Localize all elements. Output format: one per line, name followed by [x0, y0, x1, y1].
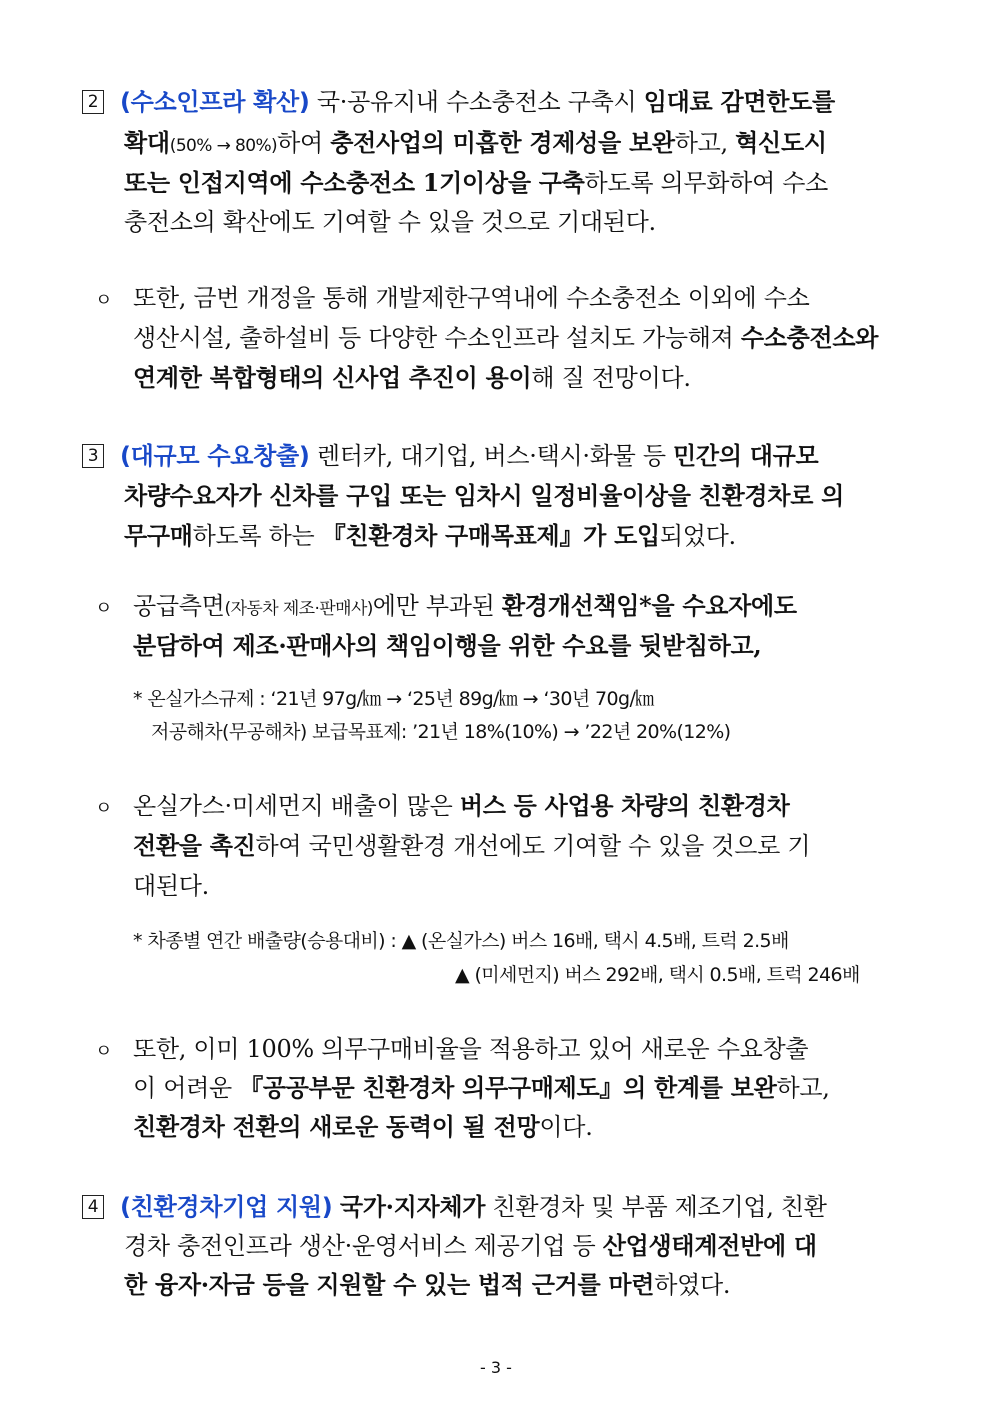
- text-run: 렌터카, 대기업, 버스·택시·화물 등: [309, 442, 674, 470]
- text-run: * 온실가스규제 : ‘21년 97g/㎞ → ‘25년 89g/㎞ → ‘30년 70g/㎞: [133, 688, 654, 710]
- text-run: 하고,: [776, 1074, 830, 1102]
- text-run: 저공해차(무공해차) 보급목표제: ’21년 18%(10%) → ’22년 20%(12%): [151, 721, 731, 743]
- section-number-box: 3: [82, 444, 104, 468]
- bullet-marker: ㅇ: [95, 290, 113, 311]
- text-run: 또한, 금번 개정을 통해 개발제한구역내에 수소충전소 이외에 수소: [133, 284, 810, 312]
- text-run-bold: 분담하여 제조·판매사의 책임이행을 위한 수요를 뒷받침하고,: [133, 631, 762, 660]
- text-run: 공급측면: [133, 592, 225, 620]
- text-run: 온실가스·미세먼지 배출이 많은: [133, 792, 460, 820]
- text-run-bold: 버스 등 사업용 차량의 친환경차: [459, 791, 790, 820]
- text-run-bold: 연계한 복합형태의 신사업 추진이 용이: [133, 363, 532, 392]
- text-run-bold: 『공공부문 친환경차 의무구매제도』의 한계를 보완: [239, 1073, 777, 1102]
- text-run: 이 어려운: [133, 1074, 240, 1102]
- section-2-bullet-1-line-3: [133, 363, 691, 393]
- text-run: 되었다.: [659, 522, 736, 550]
- section-4-line-1: [82, 1192, 827, 1222]
- text-run-bold: 충전사업의 미흡한 경제성을 보완: [330, 128, 675, 157]
- text-run-bold: 무구매: [124, 521, 193, 550]
- text-run: 하였다.: [654, 1271, 731, 1299]
- footnote-low-emission-target: [151, 717, 731, 747]
- text-run-bold: 차량수요자가 신차를 구입 또는 임차시 일정비율이상을 친환경차로 의: [124, 481, 845, 510]
- section-3-bullet-1-line-1: [95, 591, 797, 624]
- text-run-bold: 국가·지자체가: [339, 1192, 486, 1221]
- text-run: 경차 충전인프라 생산·운영서비스 제공기업 등: [124, 1232, 603, 1260]
- text-run: 이다.: [539, 1113, 593, 1141]
- text-run: 하여: [277, 129, 331, 157]
- section-3-bullet-2-line-3: [133, 871, 209, 901]
- text-run-bold: 『친환경차 구매목표제』가 도입: [321, 521, 660, 550]
- section-3-bullet-3-line-1: [95, 1034, 808, 1067]
- text-run-bold: 수소충전소와: [740, 323, 879, 352]
- text-run-bold: 혁신도시: [735, 128, 827, 157]
- text-run: 에만 부과된: [372, 592, 502, 620]
- text-run: 하고,: [674, 129, 736, 157]
- section-3-line-1: [82, 441, 818, 471]
- bullet-marker: ㅇ: [95, 798, 113, 819]
- section-2-line-2: [124, 128, 827, 161]
- text-run: 친환경차 및 부품 제조기업, 친환: [485, 1193, 827, 1221]
- section-heading: (친환경차기업 지원): [120, 1193, 333, 1221]
- footnote-emissions-fine-dust: [455, 960, 860, 990]
- text-run-bold: 환경개선책임*을 수요자에도: [501, 591, 797, 620]
- footnote-emissions-by-vehicle: [133, 926, 789, 956]
- section-number-box: 2: [82, 90, 104, 114]
- text-run: 생산시설, 출하설비 등 다양한 수소인프라 설치도 가능해져: [133, 324, 741, 352]
- text-run: 대된다.: [133, 872, 209, 900]
- text-run: 하여 국민생활환경 개선에도 기여할 수 있을 것으로 기: [255, 832, 811, 860]
- text-run: 또한, 이미 100% 의무구매비율을 적용하고 있어 새로운 수요창출: [133, 1035, 809, 1063]
- text-run-inline-note: (50% → 80%): [169, 136, 278, 156]
- text-run-bold: 산업생태계전반에 대: [602, 1231, 817, 1260]
- section-2-line-3: [124, 168, 828, 198]
- page-number: - 3 -: [480, 1358, 512, 1377]
- section-3-line-2: [124, 481, 844, 511]
- text-run: ▲ (미세먼지) 버스 292배, 택시 0.5배, 트럭 246배: [455, 964, 860, 986]
- section-heading: (수소인프라 확산): [120, 88, 310, 116]
- text-run: 충전소의 확산에도 기여할 수 있을 것으로 기대된다.: [124, 208, 656, 236]
- section-2-line-1: [82, 87, 835, 117]
- text-run-bold: 확대: [124, 128, 170, 157]
- text-run: 국·공유지내 수소충전소 구축시: [309, 88, 644, 116]
- bullet-marker: ㅇ: [95, 598, 113, 619]
- section-4-line-3: [124, 1270, 730, 1300]
- text-run: 해 질 전망이다.: [531, 364, 691, 392]
- section-4-line-2: [124, 1231, 817, 1261]
- text-run-bold: 전환을 촉진: [133, 831, 256, 860]
- text-run-bold: 민간의 대규모: [673, 441, 819, 470]
- text-run-bold: 친환경차 전환의 새로운 동력이 될 전망: [133, 1112, 540, 1141]
- section-2-bullet-1-line-2: [133, 323, 878, 353]
- text-run: * 차종별 연간 배출량(승용대비) : ▲ (온실가스) 버스 16배, 택시 4.5배, 트럭 2.5배: [133, 930, 789, 952]
- text-run-bold: 임대료 감면한도를: [643, 87, 835, 116]
- text-run-inline-note: (자동차 제조·판매사): [224, 599, 373, 619]
- section-3-line-3: [124, 521, 736, 551]
- section-3-bullet-1-line-2: [133, 631, 762, 661]
- section-3-bullet-2-line-2: [133, 831, 810, 861]
- text-run-bold: 또는 인접지역에 수소충전소 1기이상을 구축: [124, 168, 585, 197]
- section-number-box: 4: [82, 1195, 104, 1219]
- text-run: [332, 1193, 339, 1221]
- text-run: 하도록 의무화하여 수소: [584, 169, 829, 197]
- section-2-bullet-1-line-1: [95, 283, 810, 316]
- section-3-bullet-3-line-3: [133, 1112, 593, 1142]
- section-3-bullet-2-line-1: [95, 791, 790, 824]
- section-heading: (대규모 수요창출): [120, 442, 310, 470]
- section-2-line-4: [124, 207, 656, 237]
- bullet-marker: ㅇ: [95, 1041, 113, 1062]
- text-run-bold: 한 융자·자금 등을 지원할 수 있는 법적 근거를 마련: [124, 1270, 655, 1299]
- text-run: 하도록 하는: [192, 522, 322, 550]
- section-3-bullet-3-line-2: [133, 1073, 830, 1103]
- footnote-ghg-regulation: [133, 684, 654, 714]
